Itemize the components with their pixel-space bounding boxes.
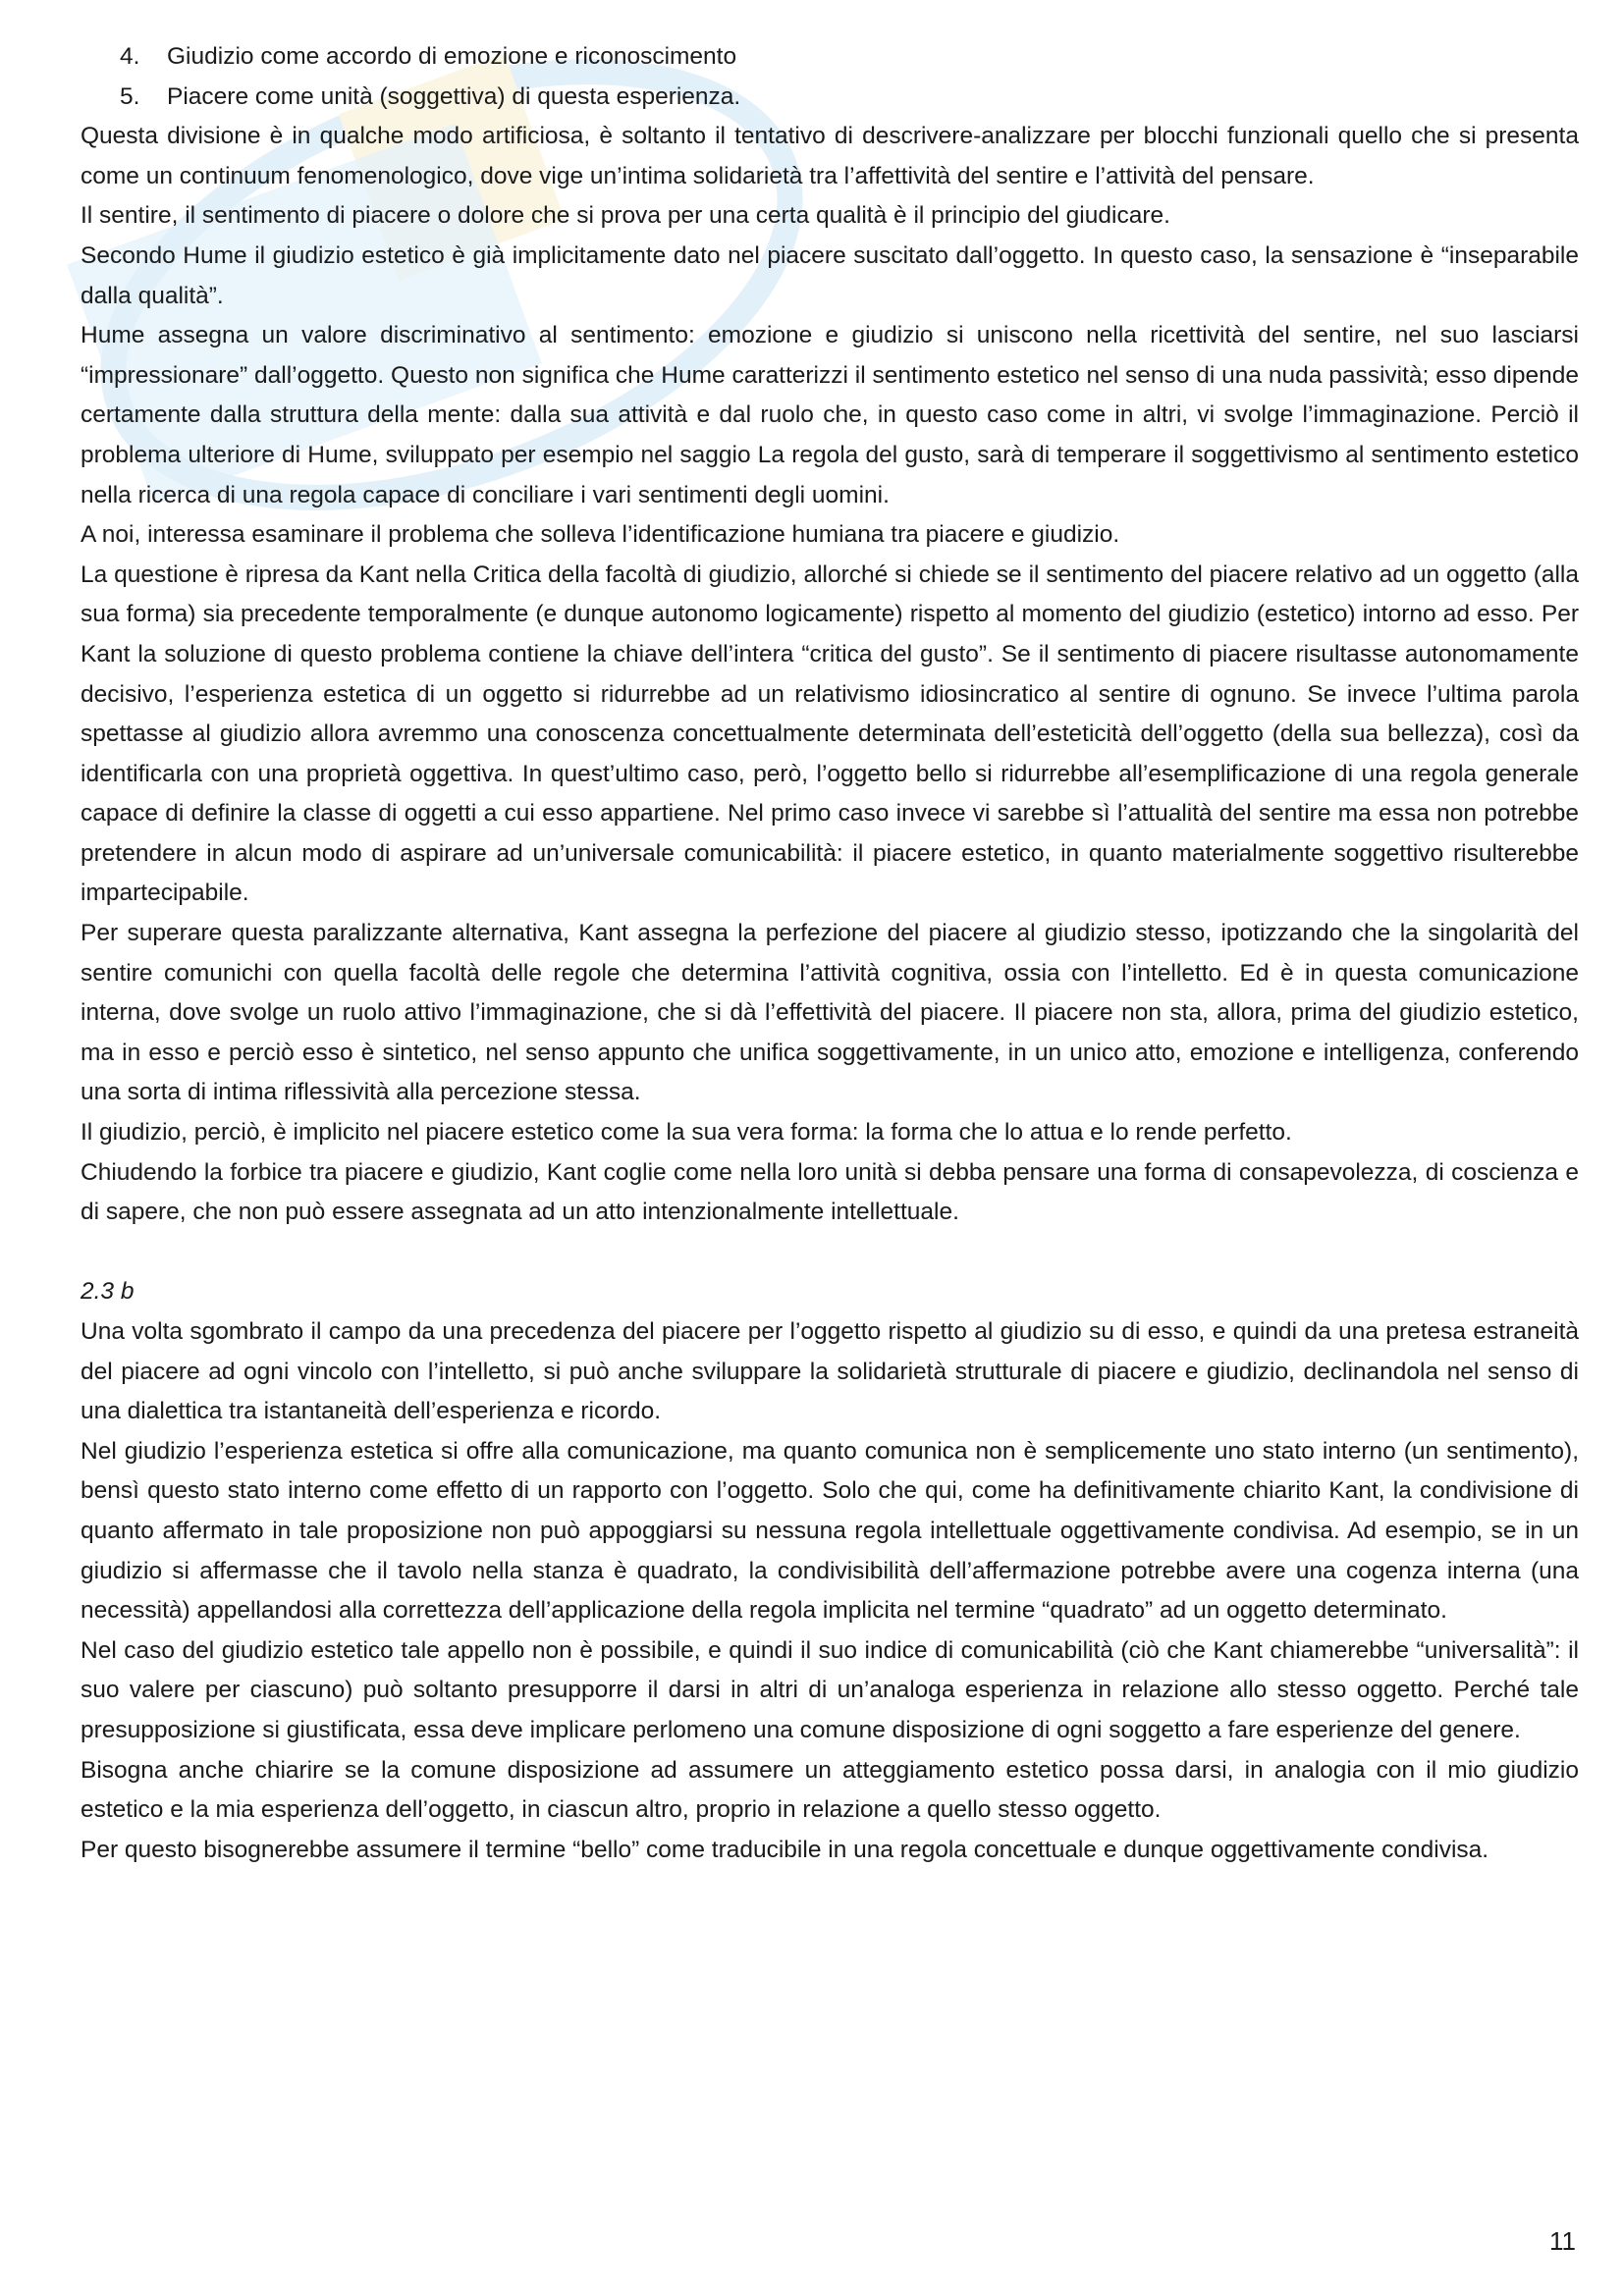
paragraph: Per superare questa paralizzante alternativa, Kant assegna la perfezione del piacere al giudizio stesso, ipotizzando che la singolarità del sentire comunichi con quella facoltà delle regole che determina l’attività cognitiva, ossia con l’intelletto. Ed è in questa comunicazione interna, dove svolge un ruolo attivo l’immaginazione, che si dà l’effettività del piacere. Il piacere non sta, allora, prima del giudizio estetico, ma in esso e perciò esso è sintetico, nel senso appunto che unifica soggettivamente, in un unico atto, emozione e intelligenza, conferendo una sorta di intima riflessività alla percezione stessa. <box>81 920 1579 1106</box>
section-spacer <box>81 1233 1579 1273</box>
paragraph: A noi, interessa esaminare il problema che solleva l’identificazione humiana tra piacere e giudizio. <box>81 521 1120 549</box>
paragraph: Questa divisione è in qualche modo artificiosa, è soltanto il tentativo di descrivere-analizzare per blocchi funzionali quello che si presenta come un continuum fenomenologico, dove vige un’intima solidarietà tra l’affettività del sentire e l’attività del pensare. <box>81 123 1579 189</box>
paragraph: Il sentire, il sentimento di piacere o dolore che si prova per una certa qualità è il principio del giudicare. <box>81 202 1170 230</box>
paragraph: La questione è ripresa da Kant nella Critica della facoltà di giudizio, allorché si chiede se il sentimento del piacere relativo ad un oggetto (alla sua forma) sia precedente temporalmente (e dunque autonomo logicamente) rispetto al momento del giudizio (estetico) intorno ad esso. Per Kant la soluzione di questo problema contiene la chiave dell’intera “critica del gusto”. Se il sentimento di piacere risultasse autonomamente decisivo, l’esperienza estetica di un oggetto si ridurrebbe ad un relativismo idiosincratico al sentire di ognuno. Se invece l’ultima parola spettasse al giudizio allora avremmo una conoscenza concettualmente determinata dell’esteticità dell’oggetto (della sua bellezza), così da identificarla con una proprietà oggettiva. In quest’ultimo caso, però, l’oggetto bello si ridurrebbe all’esemplificazione di una regola generale capace di definire la classe di oggetti a cui esso appartiene. Nel primo caso invece vi sarebbe sì l’attualità del sentire ma essa non potrebbe pretendere in alcun modo di aspirare ad un’universale comunicabilità: il piacere estetico, in quanto materialmente soggettivo risulterebbe impartecipabile. <box>81 561 1579 907</box>
paragraph: Hume assegna un valore discriminativo al sentimento: emozione e giudizio si uniscono nella ricettività del sentire, nel suo lasciarsi “impressionare” dall’oggetto. Questo non significa che Hume caratterizzi il sentimento estetico nel senso di una nuda passività; esso dipende certamente dalla struttura della mente: dalla sua attività e dal ruolo che, in questo caso come in altri, vi svolge l’immaginazione. Perciò il problema ulteriore di Hume, sviluppato per esempio nel saggio La regola del gusto, sarà di temperare il soggettivismo al sentimento estetico nella ricerca di una regola capace di conciliare i vari sentimenti degli uomini. <box>81 322 1579 508</box>
list-text: Giudizio come accordo di emozione e riconoscimento <box>167 43 737 70</box>
list-number: 4. <box>120 43 140 70</box>
list-item <box>81 78 1579 118</box>
list-item <box>81 37 1579 78</box>
list-text: Piacere come unità (soggettiva) di questa esperienza. <box>167 82 741 110</box>
paragraph: Il giudizio, perciò, è implicito nel piacere estetico come la sua vera forma: la forma che lo attua e lo rende perfetto. <box>81 1119 1292 1147</box>
page-number: 11 <box>1549 2226 1576 2256</box>
list-number: 5. <box>120 82 140 110</box>
paragraph: Nel giudizio l’esperienza estetica si offre alla comunicazione, ma quanto comunica non è semplicemente uno stato interno (un sentimento), bensì questo stato interno come effetto di un rapporto con l’oggetto. Solo che qui, come ha definitivamente chiarito Kant, la condivisione di quanto affermato in tale proposizione non può appoggiarsi su nessuna regola intellettuale oggettivamente condivisa. Ad esempio, se in un giudizio si affermasse che il tavolo nella stanza è quadrato, la condivisibilità dell’affermazione potrebbe avere una cogenza interna (una necessità) appellandosi alla correttezza dell’applicazione della regola implicita nel termine “quadrato” ad un oggetto determinato. <box>81 1437 1579 1625</box>
section-heading: 2.3 b <box>81 1278 135 1306</box>
paragraph: Per questo bisognerebbe assumere il termine “bello” come traducibile in una regola concettuale e dunque oggettivamente condivisa. <box>81 1836 1489 1863</box>
paragraph: Secondo Hume il giudizio estetico è già implicitamente dato nel piacere suscitato dall’oggetto. In questo caso, la sensazione è “inseparabile dalla qualità”. <box>81 241 1579 309</box>
paragraph: Chiudendo la forbice tra piacere e giudizio, Kant coglie come nella loro unità si debba pensare una forma di consapevolezza, di coscienza e di sapere, che non può essere assegnata ad un atto intenzionalmente intellettuale. <box>81 1158 1579 1226</box>
paragraph: Una volta sgombrato il campo da una precedenza del piacere per l’oggetto rispetto al giudizio su di esso, e quindi da una pretesa estraneità del piacere ad ogni vincolo con l’intelletto, si può anche sviluppare la solidarietà strutturale di piacere e giudizio, declinandola nel senso di una dialettica tra istantaneità dell’esperienza e ricordo. <box>81 1318 1579 1425</box>
paragraph: Nel caso del giudizio estetico tale appello non è possibile, e quindi il suo indice di comunicabilità (ciò che Kant chiamerebbe “universalità”: il suo valere per ciascuno) può soltanto presupporre il darsi in altri di un’analoga esperienza in relazione allo stesso oggetto. Perché tale presupposizione si giustificata, essa deve implicare perlomeno una comune disposizione di ogni soggetto a fare esperienze del genere. <box>81 1636 1579 1743</box>
document-page <box>81 37 1579 1870</box>
paragraph: Bisogna anche chiarire se la comune disposizione ad assumere un atteggiamento estetico possa darsi, in analogia con il mio giudizio estetico e la mia esperienza dell’oggetto, in ciascun altro, proprio in relazione a quello stesso oggetto. <box>81 1756 1579 1824</box>
